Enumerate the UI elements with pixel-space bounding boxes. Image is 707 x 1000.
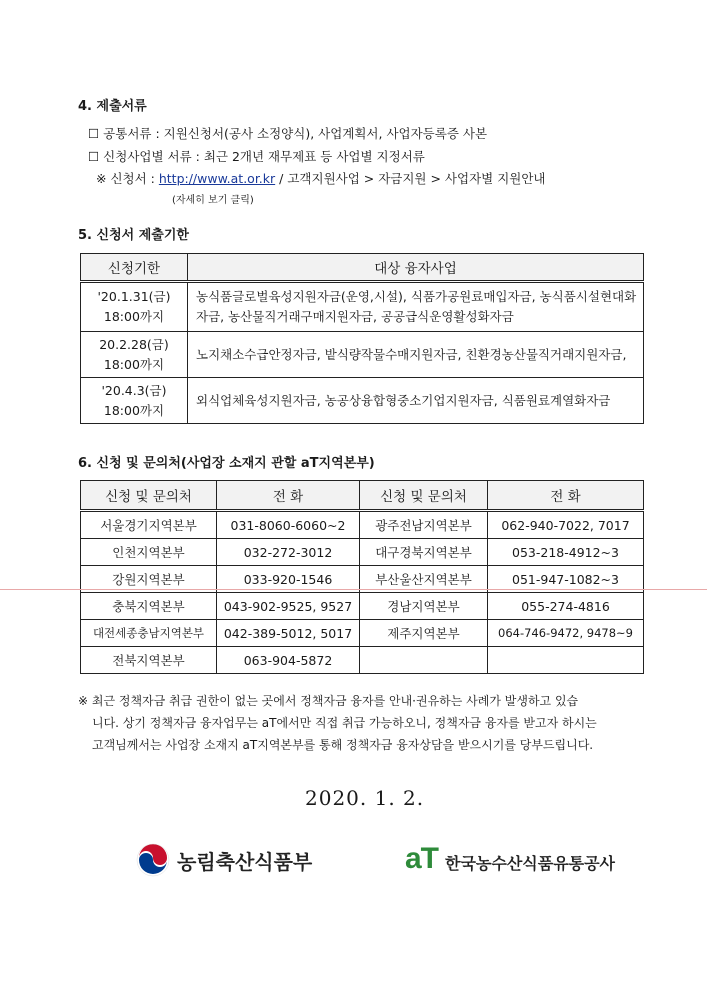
at-mark: aT <box>405 842 439 875</box>
common-docs-line: ☐ 공통서류 : 지원신청서(공사 소정양식), 사업계획서, 사업자등록증 사본 <box>88 126 488 141</box>
application-path: / 고객지원사업 > 자금지원 > 사업자별 지원안내 <box>279 171 546 186</box>
office-name: 대구경북지역본부 <box>360 539 488 566</box>
table-row <box>81 282 644 332</box>
deadline-date: '20.4.3(금) <box>101 382 167 398</box>
office-phone: 043-902-9525, 9527 <box>217 593 360 620</box>
deadline-cell <box>81 332 188 378</box>
office-phone: 053-218-4912~3 <box>488 539 644 566</box>
deadline-date: '20.1.31(금) <box>97 289 171 304</box>
office-phone: 062-940-7022, 7017 <box>488 511 644 539</box>
office-name: 경남지역본부 <box>360 593 488 620</box>
ministry-name: 농림축산식품부 <box>177 850 313 874</box>
header-office-right: 신청 및 문의처 <box>360 481 488 511</box>
office-name: 제주지역본부 <box>360 620 488 647</box>
at-name: 한국농수산식품유통공사 <box>445 854 616 873</box>
office-phone: 033-920-1546 <box>217 566 360 593</box>
table-row <box>81 593 644 620</box>
section6-title: 6. 신청 및 문의처(사업장 소재지 관할 aT지역본부) <box>78 456 375 471</box>
programs-cell: 노지채소수급안정자금, 밭식량작물수매지원자금, 친환경농산물직거래지원자금, <box>188 332 644 378</box>
deadline-cell <box>81 282 188 332</box>
ministry-logo <box>135 840 315 880</box>
office-phone: 055-274-4816 <box>488 593 644 620</box>
notice-line-2: 니다. 상기 정책자금 융자업무는 aT에서만 직접 취급 가능하오니, 정책자금 융자를 받고자 하시는 <box>92 716 597 730</box>
office-name: 강원지역본부 <box>81 566 217 593</box>
office-name: 충북지역본부 <box>81 593 217 620</box>
specific-docs-line: ☐ 신청사업별 서류 : 최근 2개년 재무제표 등 사업별 지정서류 <box>88 149 425 164</box>
deadline-time: 18:00까지 <box>103 309 165 324</box>
deadline-time: 18:00까지 <box>103 356 165 372</box>
table-row <box>81 332 644 378</box>
office-phone: 064-746-9472, 9478~9 <box>488 620 644 647</box>
at-website-link[interactable]: http://www.at.or.kr <box>158 171 276 186</box>
table-row <box>81 620 644 647</box>
table-row <box>81 511 644 539</box>
office-name: 전북지역본부 <box>81 647 217 674</box>
application-line <box>96 169 546 187</box>
office-phone: 063-904-5872 <box>217 647 360 674</box>
programs-cell: 농식품글로벌육성지원자금(운영,시설), 식품가공원료매입자금, 농식품시설현대화자금, 농산물직거래구매지원자금, 공공급식운영활성화자금 <box>188 282 644 332</box>
taegeuk-icon <box>135 842 171 878</box>
office-name: 서울경기지역본부 <box>81 511 217 539</box>
detail-note[interactable]: (자세히 보기 클릭) <box>172 195 254 206</box>
office-phone <box>488 647 644 674</box>
section5-title: 5. 신청서 제출기한 <box>78 228 189 243</box>
header-phone-right: 전 화 <box>488 481 644 511</box>
deadline-time: 18:00까지 <box>103 402 165 418</box>
table-row <box>81 647 644 674</box>
office-name: 부산울산지역본부 <box>360 566 488 593</box>
document-date: 2020. 1. 2. <box>305 786 425 810</box>
office-name: 대전세종충남지역본부 <box>81 620 217 647</box>
section4-title: 4. 제출서류 <box>78 99 147 114</box>
header-deadline: 신청기한 <box>81 254 188 282</box>
office-phone: 051-947-1082~3 <box>488 566 644 593</box>
header-phone-left: 전 화 <box>217 481 360 511</box>
table-row <box>81 539 644 566</box>
deadline-table <box>80 253 644 424</box>
programs-cell: 외식업체육성지원자금, 농공상융합형중소기업지원자금, 식품원료계열화자금 <box>188 378 644 424</box>
office-phone: 031-8060-6060~2 <box>217 511 360 539</box>
at-logo <box>405 842 645 882</box>
table-row <box>81 378 644 424</box>
deadline-cell <box>81 378 188 424</box>
header-office-left: 신청 및 문의처 <box>81 481 217 511</box>
office-phone: 032-272-3012 <box>217 539 360 566</box>
notice-line-1: ※ 최근 정책자금 취급 권한이 없는 곳에서 정책자금 융자를 안내·권유하는 사례가 발생하고 있습 <box>78 694 579 708</box>
application-prefix: ※ 신청서 : <box>96 171 155 186</box>
deadline-date: 20.2.28(금) <box>99 336 169 352</box>
contact-table <box>80 480 644 674</box>
office-phone: 042-389-5012, 5017 <box>217 620 360 647</box>
header-programs: 대상 융자사업 <box>188 254 644 282</box>
scan-artifact-line <box>0 589 707 590</box>
office-name: 광주전남지역본부 <box>360 511 488 539</box>
office-name: 인천지역본부 <box>81 539 217 566</box>
notice-line-3: 고객님께서는 사업장 소재지 aT지역본부를 통해 정책자금 융자상담을 받으시기를 당부드립니다. <box>92 738 594 752</box>
office-name <box>360 647 488 674</box>
